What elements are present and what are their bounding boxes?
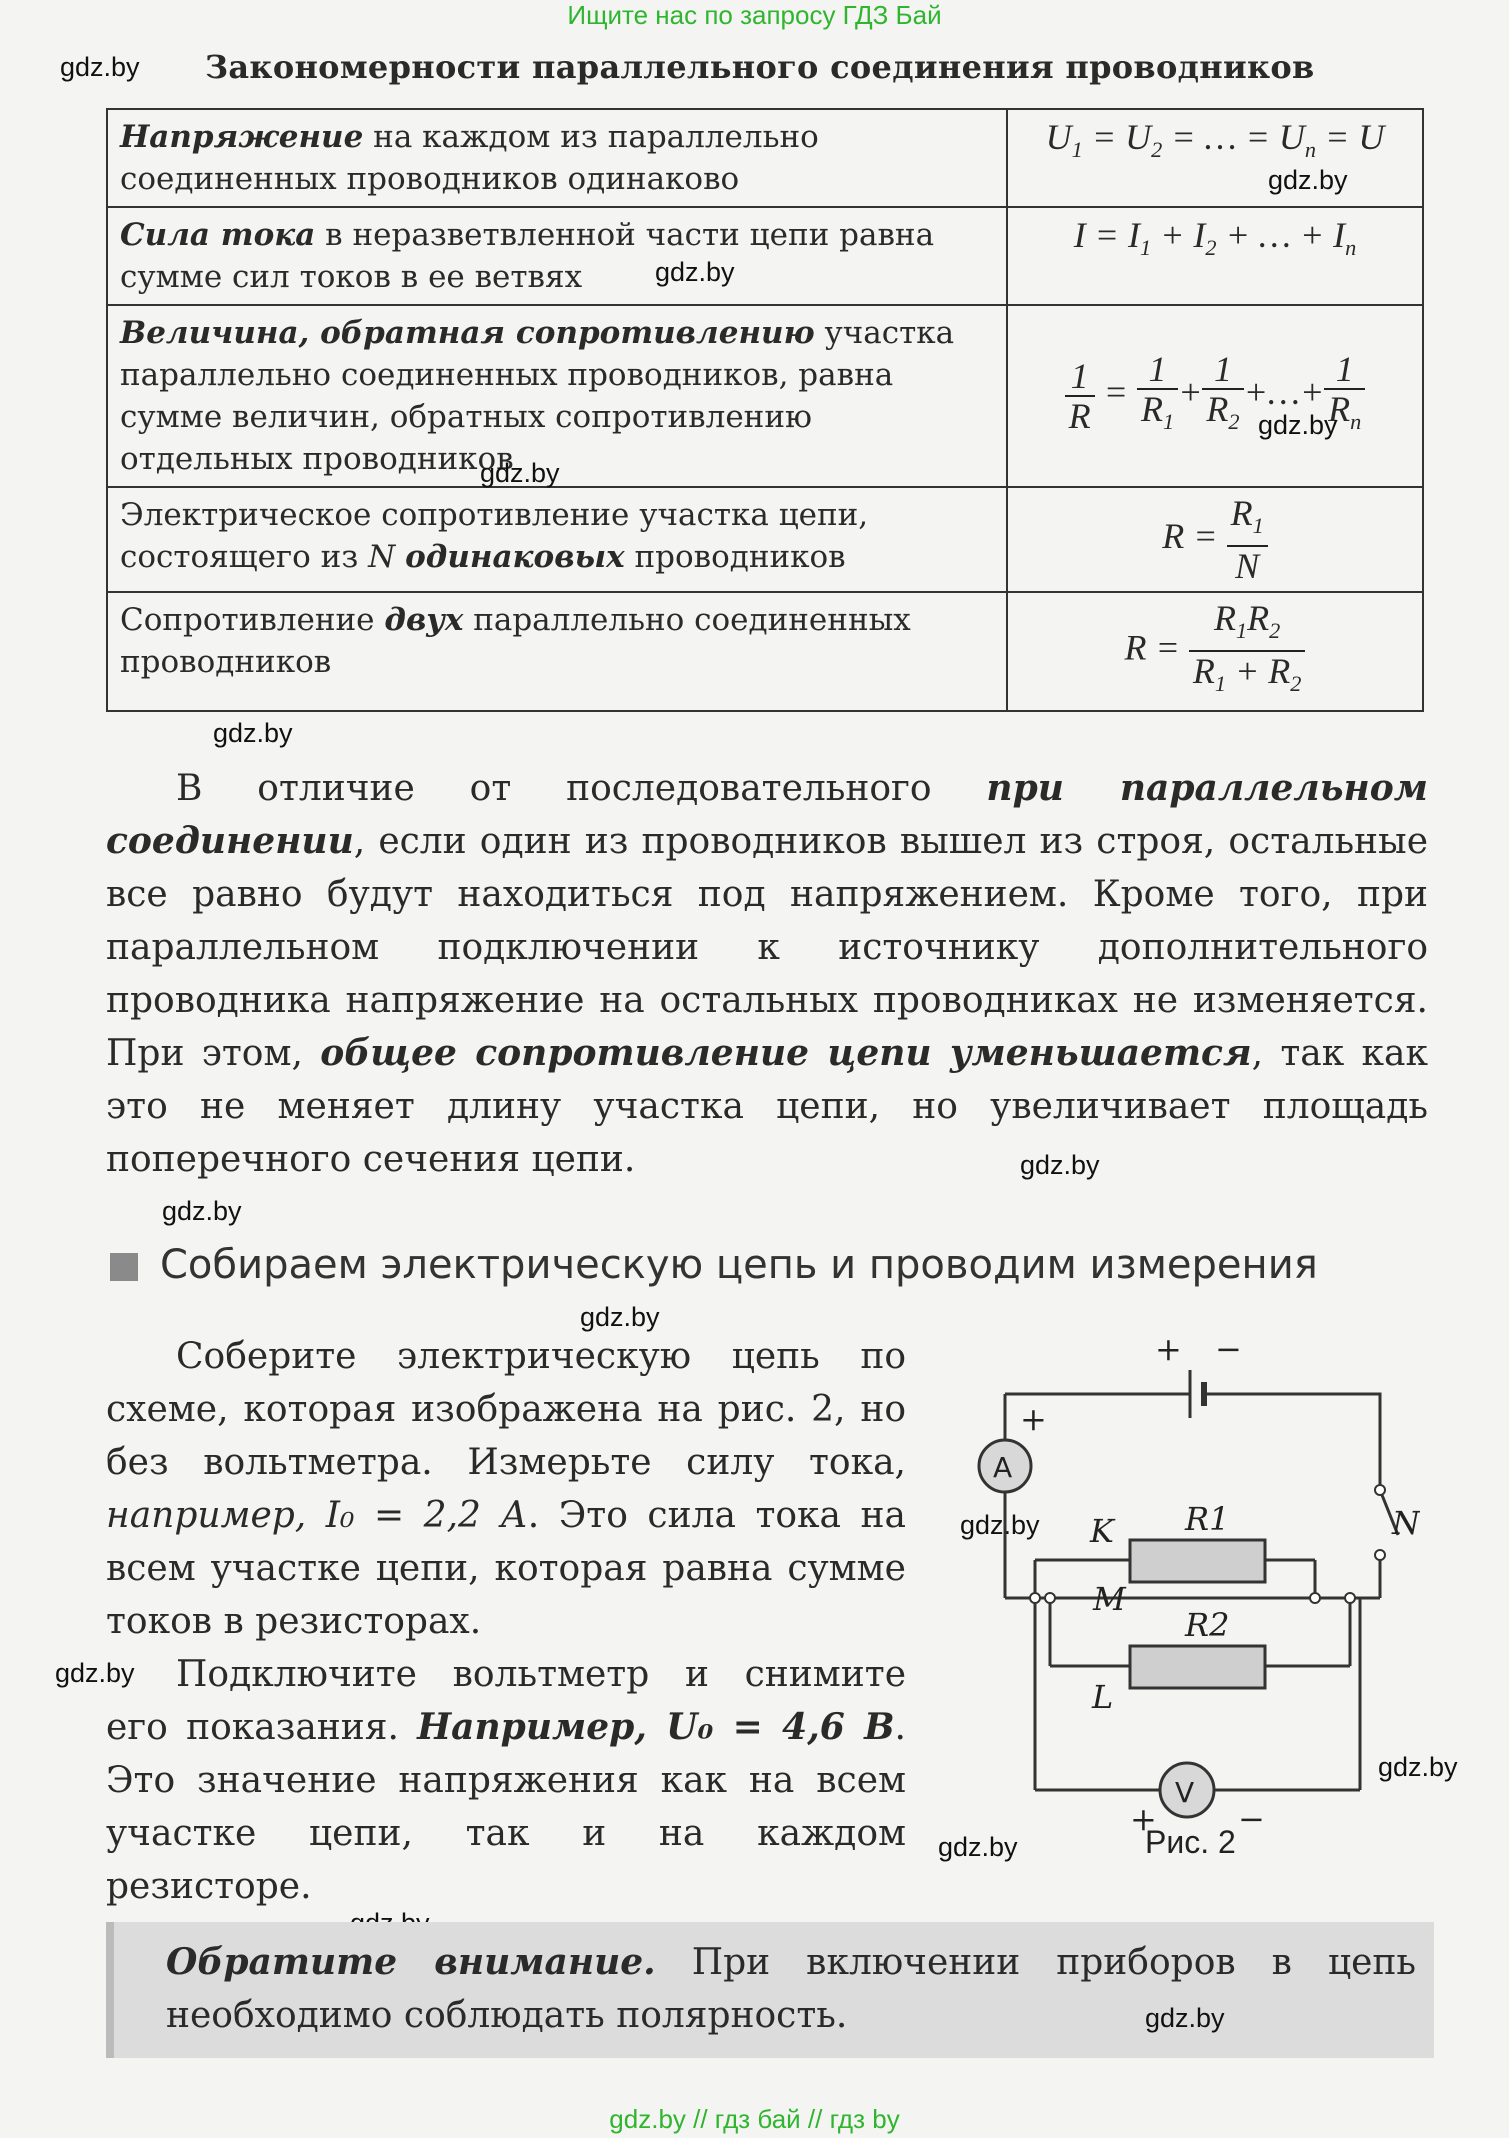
node-n: N — [1392, 1504, 1420, 1542]
table-row — [107, 109, 1423, 207]
law-term: двух — [384, 602, 464, 639]
note-text — [166, 1936, 1416, 2042]
note-label: Обратите внимание. — [166, 1941, 656, 1983]
para-example: например, I₀ = 2,2 А — [106, 1495, 528, 1536]
law-desc: Сопротивление — [120, 602, 385, 639]
para-text: Подключите вольтметр и снимите его показания. — [106, 1654, 906, 1748]
law-term: Величина, обратная сопротивлению — [120, 315, 815, 351]
watermark: gdz.by — [938, 1832, 1018, 1862]
node-l: L — [1092, 1678, 1114, 1716]
voltmeter-plus: + — [1130, 1800, 1157, 1838]
law-text — [107, 207, 1007, 305]
resistor-r1 — [1130, 1540, 1265, 1582]
law-formula: $\frac{1}{R}$ = $\frac{1}{R_1}$ + $\frac{1}{R_2}$ +…+ $\frac{1}{R_n}$ — [1007, 305, 1423, 487]
resistor-r2 — [1130, 1646, 1265, 1688]
law-desc: в неразветвленной части цепи равна сумме сил токов в ее ветвях — [120, 217, 935, 295]
table-row — [107, 305, 1423, 487]
watermark: gdz.by — [60, 52, 140, 82]
watermark: gdz.by — [55, 1658, 135, 1688]
para-text: , так как это не меняет длину участка цепи, но увеличивает площадь поперечного сечения цепи. — [106, 1033, 1428, 1180]
law-desc-end: параллельно соединенных проводников — [120, 602, 911, 681]
ammeter-label: A — [993, 1451, 1013, 1484]
paragraph-assemble — [106, 1330, 906, 1648]
law-text — [107, 109, 1007, 207]
watermark: gdz.by — [1378, 1752, 1458, 1782]
watermark: gdz.by — [480, 458, 560, 488]
circuit-diagram — [960, 1330, 1420, 1840]
table-row — [107, 592, 1423, 710]
ammeter-plus: + — [1020, 1400, 1047, 1438]
node-m: M — [1093, 1580, 1126, 1618]
watermark: gdz.by — [1268, 165, 1348, 195]
node-k: K — [1090, 1512, 1114, 1550]
r1-label: R1 — [1185, 1500, 1230, 1538]
watermark: gdz.by — [213, 718, 293, 748]
paragraph-parallel — [106, 762, 1428, 1186]
page-title: Закономерности параллельного соединения проводников — [205, 48, 1315, 86]
table-row — [107, 207, 1423, 305]
law-text — [107, 592, 1007, 710]
para-example: Например, U₀ = 4,6 В — [417, 1706, 895, 1748]
paragraph-voltmeter — [106, 1648, 906, 1913]
law-desc: Электрическое сопротивление участка цепи, состоящего из — [120, 497, 869, 575]
para-text: . Это значение напряжения как на всем участке цепи, так и на каждом резисторе. — [106, 1707, 906, 1907]
law-formula: R = $\frac{R_1}{N}$ — [1007, 487, 1423, 592]
battery-plus: + — [1155, 1330, 1182, 1368]
laws-table — [106, 108, 1424, 712]
watermark: gdz.by — [1020, 1150, 1100, 1180]
table-row — [107, 487, 1423, 592]
law-var: N — [368, 539, 396, 575]
watermark: gdz.by — [960, 1510, 1040, 1540]
voltmeter-minus: − — [1238, 1800, 1265, 1838]
law-desc-end: проводников — [624, 539, 846, 575]
figure-caption: Рис. 2 — [1145, 1824, 1236, 1860]
header-link[interactable]: Ищите нас по запросу ГДЗ Бай — [567, 0, 942, 30]
section-square-icon — [110, 1253, 138, 1281]
watermark: gdz.by — [1145, 2003, 1225, 2033]
battery-minus: − — [1215, 1330, 1242, 1368]
r2-label: R2 — [1185, 1606, 1230, 1644]
watermark: gdz.by — [580, 1302, 660, 1332]
law-term: Напряжение — [120, 119, 364, 155]
footer-links[interactable]: gdz.by // гдз бай // гдз by — [609, 2104, 900, 2134]
note-box — [106, 1922, 1434, 2058]
section-title: Собираем электрическую цепь и проводим измерения — [160, 1242, 1318, 1288]
para-text: , если один из проводников вышел из строя, остальные все равно будут находиться под напряжением. Кроме того, при параллельном подключении к источнику дополнительного проводника напряжение на остальных проводниках не изменяется. При этом, — [106, 821, 1428, 1074]
law-formula: R = $\frac{R_1R_2}{R_1 + R_2}$ — [1007, 592, 1423, 710]
para-text: . Это сила тока на всем участке цепи, которая равна сумме токов в резисторах. — [106, 1495, 906, 1642]
law-term: Сила тока — [120, 217, 316, 253]
law-desc: на каждом из параллельно соединенных проводников одинаково — [120, 119, 819, 197]
law-formula: $U_1 = U_2$ = … = $U_n = U$ — [1007, 109, 1423, 207]
watermark: gdz.by — [1258, 410, 1338, 440]
law-formula: $I = I_1 + I_2$ + … + $I_n$ — [1007, 207, 1423, 305]
watermark: gdz.by — [655, 257, 735, 287]
law-text — [107, 487, 1007, 592]
para-emph: общее сопротивление цепи уменьшается — [320, 1032, 1252, 1074]
para-text: В отличие от последовательного — [176, 768, 987, 809]
section-heading — [110, 1242, 1318, 1288]
para-text: Соберите электрическую цепь по схеме, которая изображена на рис. 2, но без вольтметра. Измерьте силу тока, — [106, 1336, 906, 1483]
para-emph: при параллельном соединении — [106, 767, 1429, 862]
law-term: одинаковых — [405, 539, 625, 575]
voltmeter-label: V — [1175, 1776, 1195, 1809]
watermark: gdz.by — [162, 1196, 242, 1226]
note-body: При включении приборов в цепь необходимо соблюдать полярность. — [166, 1942, 1416, 2036]
law-desc: участка параллельно соединенных проводников, равна сумме величин, обратных сопротивлению отдельных проводников — [120, 315, 955, 477]
